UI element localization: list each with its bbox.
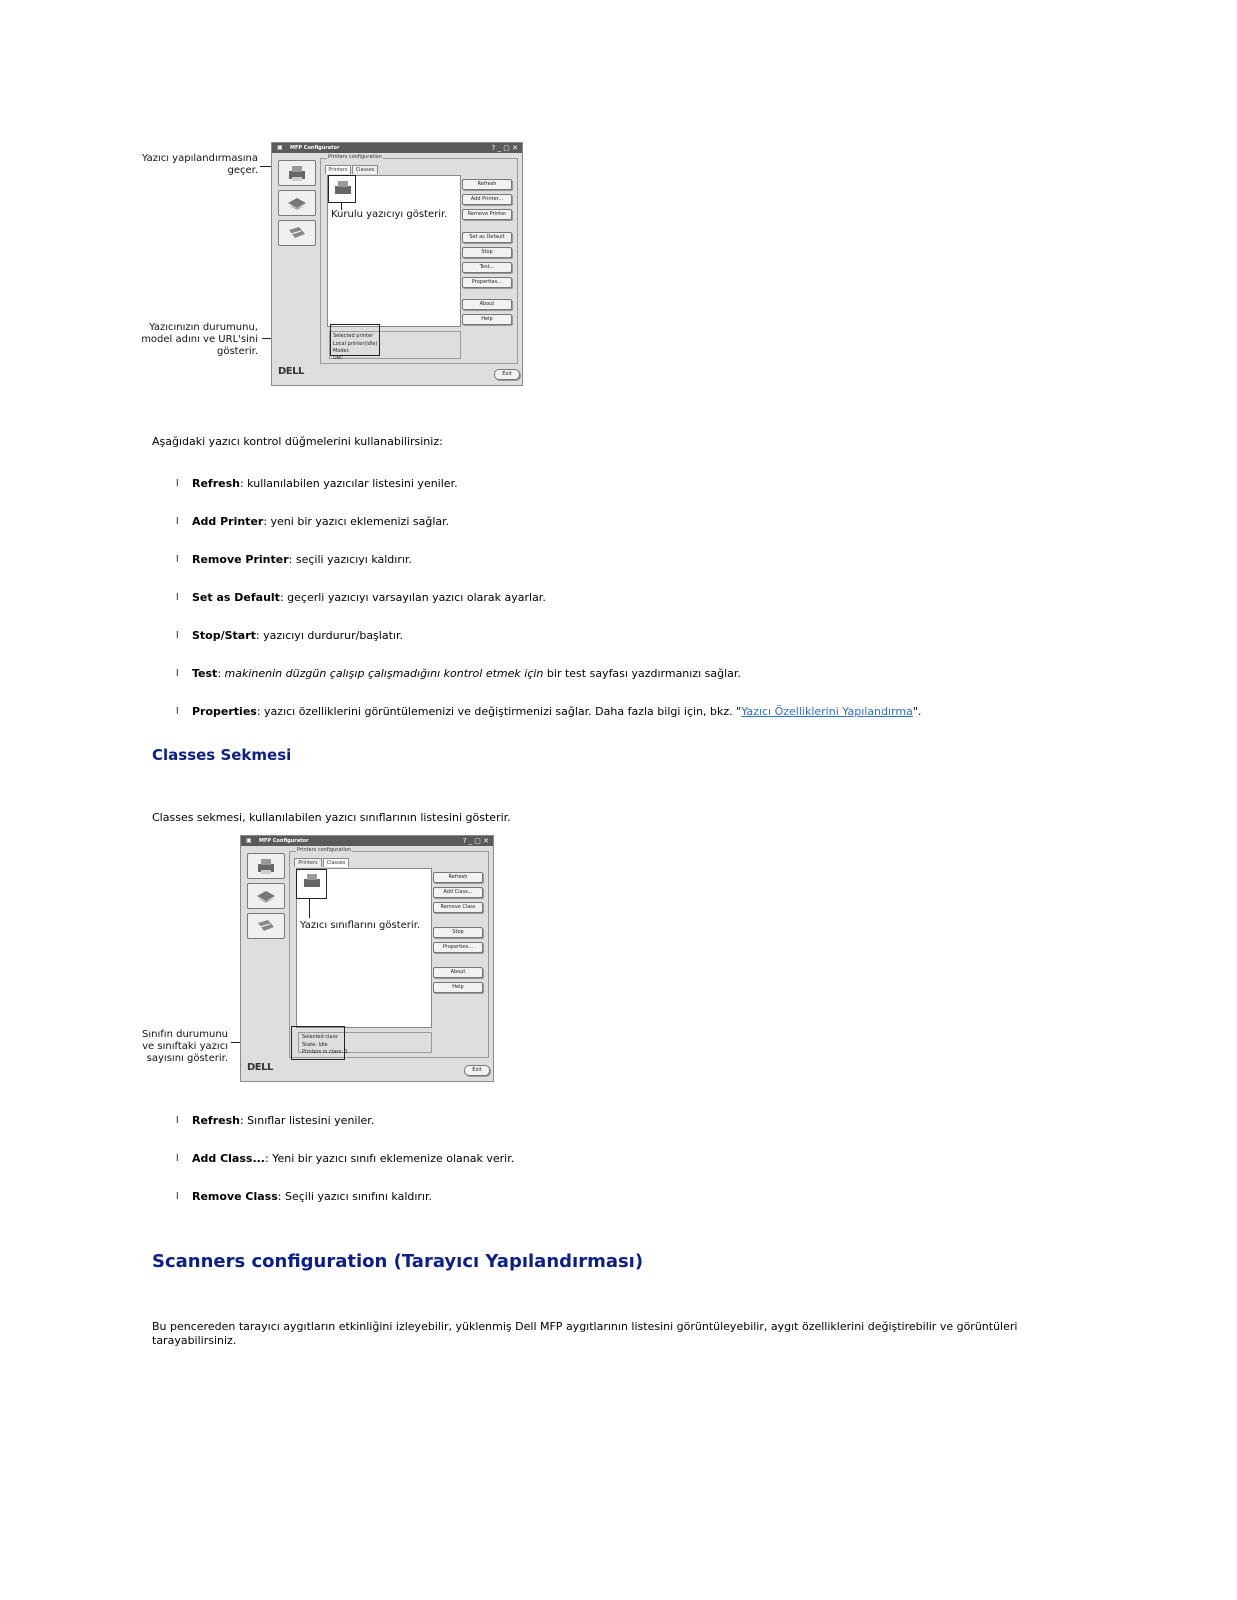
window-titlebar — [272, 143, 522, 153]
stop-button[interactable]: Stop — [433, 927, 483, 938]
term: Set as Default — [192, 591, 280, 604]
tab-classes[interactable]: Classes — [352, 165, 378, 174]
remove-class-button[interactable]: Remove Class — [433, 902, 483, 913]
tab-strip — [325, 165, 405, 174]
description: : seçili yazıcıyı kaldırır. — [288, 553, 412, 566]
callout-line — [309, 898, 310, 918]
remove-printer-button[interactable]: Remove Printer — [462, 209, 512, 220]
refresh-button[interactable]: Refresh — [433, 872, 483, 883]
description: : kullanılabilen yazıcılar listesini yeniler. — [239, 477, 458, 490]
info-title: Selected printer — [333, 333, 374, 339]
help-button[interactable]: Help — [462, 314, 512, 325]
about-button[interactable]: About — [433, 967, 483, 978]
bullet-mark: l — [176, 593, 179, 603]
mfp-configurator-window-classes — [240, 835, 494, 1082]
info-line: State: Idle — [302, 1042, 328, 1048]
stop-button[interactable]: Stop — [462, 247, 512, 258]
term: Add Class... — [192, 1152, 265, 1165]
callout-class-status: Sınıfın durumunu ve sınıftaki yazıcı sayısını gösterir. — [142, 1029, 228, 1064]
exit-button[interactable]: Exit — [464, 1065, 490, 1076]
tab-strip — [294, 858, 374, 867]
exit-button[interactable]: Exit — [494, 369, 520, 380]
description: : Sınıflar listesini yeniler. — [239, 1114, 375, 1127]
term: Remove Class — [192, 1190, 278, 1203]
scanners-heading: Scanners configuration (Tarayıcı Yapılandırması) — [152, 1251, 644, 1272]
description: : geçerli yazıcıyı varsayılan yazıcı olarak ayarlar. — [279, 591, 546, 604]
printer-icon — [287, 164, 307, 182]
scanner-icon — [256, 887, 276, 905]
term: Test — [192, 667, 218, 680]
bullet-mark: l — [176, 669, 179, 679]
term: Refresh — [192, 1114, 240, 1127]
bullet-mark: l — [176, 707, 179, 717]
term: Refresh — [192, 477, 240, 490]
separator: : — [217, 667, 225, 680]
term: Add Printer — [192, 515, 264, 528]
info-line: Model: — [333, 348, 350, 354]
printers-config-button[interactable] — [247, 853, 285, 879]
bullet-mark: l — [176, 1192, 179, 1202]
dell-logo: DELL — [247, 1062, 273, 1073]
properties-button[interactable]: Properties... — [462, 277, 512, 288]
bullet-mark: l — [176, 1116, 179, 1126]
scanners-paragraph: Bu pencereden tarayıcı aygıtların etkinliğini izleyebilir, yüklenmiş Dell MFP aygıtlarının listesini görüntüleyebilir, aygıt özelliklerini değiştirebilir ve görüntüleri tarayabilirsiniz. — [152, 1320, 1018, 1347]
window-title: MFP Configurator — [259, 838, 309, 844]
callout-printer-classes: Yazıcı sınıflarını gösterir. — [300, 920, 421, 931]
info-line: Printers in class: 1 — [302, 1049, 348, 1055]
tab-classes[interactable]: Classes — [323, 858, 349, 867]
tab-printers[interactable]: Printers — [325, 165, 351, 174]
frame-label: Printers configuration — [297, 847, 351, 853]
bullet-mark: l — [176, 479, 179, 489]
tab-printers[interactable]: Printers — [294, 858, 322, 867]
description: : Yeni bir yazıcı sınıfı eklemenize olanak verir. — [265, 1152, 515, 1165]
callout-installed-printer: Kurulu yazıcıyı gösterir. — [331, 209, 448, 220]
bullet-mark: l — [176, 555, 179, 565]
highlight-box — [291, 1026, 345, 1060]
window-titlebar — [241, 836, 493, 846]
add-printer-button[interactable]: Add Printer... — [462, 194, 512, 205]
port-icon — [256, 917, 276, 935]
description: : yazıcıyı durdurur/başlatır. — [255, 629, 403, 642]
description: : yazıcı özelliklerini görüntülemenizi ve değiştirmenizi sağlar. Daha fazla bilgi için, bkz. " — [256, 705, 742, 718]
highlight-box — [330, 324, 380, 356]
dell-logo: DELL — [278, 366, 304, 377]
scanners-config-button[interactable] — [247, 883, 285, 909]
bullet-mark: l — [176, 517, 179, 527]
description: : yeni bir yazıcı eklemenizi sağlar. — [263, 515, 450, 528]
window-controls[interactable]: ? _ ▢ ✕ — [462, 837, 489, 845]
scanner-icon — [287, 194, 307, 212]
port-icon — [287, 224, 307, 242]
test-button[interactable]: Test... — [462, 262, 512, 273]
mfp-configurator-window — [271, 142, 523, 386]
bullet-mark: l — [176, 631, 179, 641]
add-class-button[interactable]: Add Class... — [433, 887, 483, 898]
classes-intro-text: Classes sekmesi, kullanılabilen yazıcı sınıflarının listesini gösterir. — [152, 811, 511, 824]
info-line: URI: — [333, 355, 344, 361]
refresh-button[interactable]: Refresh — [462, 179, 512, 190]
term: Stop/Start — [192, 629, 256, 642]
bullet-mark: l — [176, 1154, 179, 1164]
callout-switch-config: Yazıcı yapılandırmasına geçer. — [141, 153, 258, 176]
printer-icon — [256, 857, 276, 875]
description-end: ". — [912, 705, 922, 718]
highlight-box — [328, 175, 356, 203]
term: Properties — [192, 705, 257, 718]
printers-config-button[interactable] — [278, 160, 316, 186]
term: Remove Printer — [192, 553, 289, 566]
window-title: MFP Configurator — [290, 145, 340, 151]
properties-button[interactable]: Properties... — [433, 942, 483, 953]
app-icon: ▣ — [277, 144, 283, 151]
about-button[interactable]: About — [462, 299, 512, 310]
info-line: Local printer(idle) — [333, 341, 378, 347]
app-icon: ▣ — [246, 837, 252, 844]
window-controls[interactable]: ? _ ▢ ✕ — [491, 144, 518, 152]
highlight-box — [296, 869, 327, 899]
description: : Seçili yazıcı sınıfını kaldırır. — [277, 1190, 432, 1203]
printer-properties-link[interactable]: Yazıcı Özelliklerini Yapılandırma — [741, 705, 913, 718]
set-as-default-button[interactable]: Set as Default — [462, 232, 512, 243]
callout-printer-status: Yazıcınızın durumunu, model adını ve URL'sini gösterir. — [141, 322, 258, 357]
description: bir test sayfası yazdırmanızı sağlar. — [543, 667, 741, 680]
classes-heading: Classes Sekmesi — [152, 746, 292, 764]
scanners-config-button[interactable] — [278, 190, 316, 216]
info-title: Selected class — [302, 1034, 338, 1040]
frame-label: Printers configuration — [328, 154, 382, 160]
intro-text: Aşağıdaki yazıcı kontrol düğmelerini kullanabilirsiniz: — [152, 435, 443, 448]
ports-config-button[interactable] — [278, 220, 316, 246]
ports-config-button[interactable] — [247, 913, 285, 939]
italic-phrase: makinenin düzgün çalışıp çalışmadığını kontrol etmek için — [224, 667, 544, 680]
help-button[interactable]: Help — [433, 982, 483, 993]
